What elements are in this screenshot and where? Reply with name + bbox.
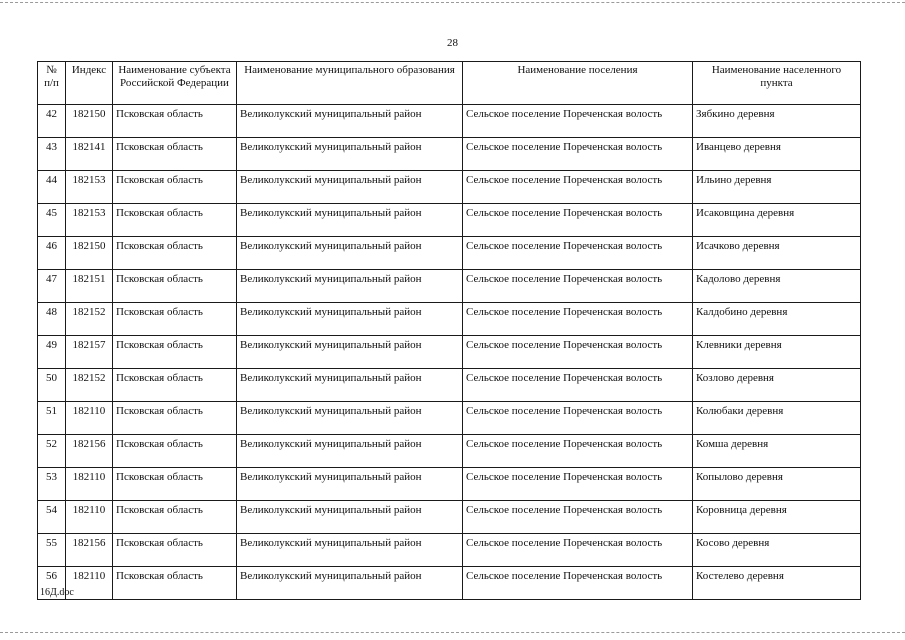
cell-municipality: Великолукский муниципальный район [237, 171, 463, 204]
scan-edge-top [0, 2, 905, 3]
cell-settlement: Сельское поселение Пореченская волость [463, 501, 693, 534]
cell-settlement: Сельское поселение Пореченская волость [463, 270, 693, 303]
cell-locality: Ильино деревня [693, 171, 861, 204]
cell-municipality: Великолукский муниципальный район [237, 303, 463, 336]
cell-subject: Псковская область [113, 138, 237, 171]
table-row [38, 501, 861, 534]
cell-locality: Коровница деревня [693, 501, 861, 534]
cell-subject: Псковская область [113, 402, 237, 435]
cell-locality: Исачково деревня [693, 237, 861, 270]
cell-municipality: Великолукский муниципальный район [237, 204, 463, 237]
cell-settlement: Сельское поселение Пореченская волость [463, 369, 693, 402]
cell-index: 182110 [66, 468, 113, 501]
cell-index: 182110 [66, 402, 113, 435]
table-row [38, 270, 861, 303]
cell-municipality: Великолукский муниципальный район [237, 138, 463, 171]
table-header-row [38, 62, 861, 105]
cell-number: 45 [38, 204, 66, 237]
cell-municipality: Великолукский муниципальный район [237, 468, 463, 501]
table-row [38, 138, 861, 171]
cell-municipality: Великолукский муниципальный район [237, 369, 463, 402]
cell-municipality: Великолукский муниципальный район [237, 270, 463, 303]
cell-settlement: Сельское поселение Пореченская волость [463, 171, 693, 204]
cell-index: 182156 [66, 534, 113, 567]
file-name-footer: 16Д.doc [40, 587, 74, 598]
cell-locality: Зябкино деревня [693, 105, 861, 138]
cell-index: 182152 [66, 369, 113, 402]
cell-locality: Клевники деревня [693, 336, 861, 369]
cell-index: 182153 [66, 171, 113, 204]
cell-settlement: Сельское поселение Пореченская волость [463, 435, 693, 468]
cell-subject: Псковская область [113, 369, 237, 402]
table-row [38, 468, 861, 501]
cell-number: 42 [38, 105, 66, 138]
cell-subject: Псковская область [113, 204, 237, 237]
cell-subject: Псковская область [113, 534, 237, 567]
cell-number: 54 [38, 501, 66, 534]
cell-subject: Псковская область [113, 567, 237, 600]
cell-locality: Колюбаки деревня [693, 402, 861, 435]
cell-number: 56 [38, 567, 66, 600]
cell-number: 55 [38, 534, 66, 567]
cell-settlement: Сельское поселение Пореченская волость [463, 402, 693, 435]
cell-settlement: Сельское поселение Пореченская волость [463, 567, 693, 600]
table-row [38, 402, 861, 435]
cell-settlement: Сельское поселение Пореченская волость [463, 468, 693, 501]
cell-settlement: Сельское поселение Пореченская волость [463, 204, 693, 237]
table-body [38, 105, 861, 600]
cell-locality: Калдобино деревня [693, 303, 861, 336]
cell-settlement: Сельское поселение Пореченская волость [463, 138, 693, 171]
cell-index: 182150 [66, 105, 113, 138]
cell-number: 43 [38, 138, 66, 171]
table-row [38, 567, 861, 600]
cell-municipality: Великолукский муниципальный район [237, 105, 463, 138]
table-row [38, 534, 861, 567]
table-row [38, 369, 861, 402]
cell-subject: Псковская область [113, 303, 237, 336]
cell-locality: Костелево деревня [693, 567, 861, 600]
header-settlement: Наименование поселения [463, 62, 693, 105]
cell-index: 182152 [66, 303, 113, 336]
cell-municipality: Великолукский муниципальный район [237, 501, 463, 534]
cell-municipality: Великолукский муниципальный район [237, 402, 463, 435]
table-row [38, 237, 861, 270]
cell-index: 182151 [66, 270, 113, 303]
cell-subject: Псковская область [113, 501, 237, 534]
cell-subject: Псковская область [113, 237, 237, 270]
cell-municipality: Великолукский муниципальный район [237, 534, 463, 567]
cell-locality: Козлово деревня [693, 369, 861, 402]
table-row [38, 336, 861, 369]
cell-settlement: Сельское поселение Пореченская волость [463, 105, 693, 138]
table-row [38, 204, 861, 237]
cell-municipality: Великолукский муниципальный район [237, 435, 463, 468]
cell-settlement: Сельское поселение Пореченская волость [463, 336, 693, 369]
cell-subject: Псковская область [113, 171, 237, 204]
scan-edge-bottom [0, 632, 905, 633]
cell-municipality: Великолукский муниципальный район [237, 567, 463, 600]
table-row [38, 171, 861, 204]
cell-number: 47 [38, 270, 66, 303]
cell-locality: Исаковщина деревня [693, 204, 861, 237]
cell-number: 51 [38, 402, 66, 435]
header-locality: Наименование населенного пункта [693, 62, 861, 105]
cell-number: 52 [38, 435, 66, 468]
cell-number: 44 [38, 171, 66, 204]
table-row [38, 303, 861, 336]
header-municipality: Наименование муниципального образования [237, 62, 463, 105]
header-subject: Наименование субъекта Российской Федерации [113, 62, 237, 105]
cell-municipality: Великолукский муниципальный район [237, 336, 463, 369]
cell-number: 46 [38, 237, 66, 270]
cell-subject: Псковская область [113, 105, 237, 138]
table-row [38, 105, 861, 138]
cell-number: 53 [38, 468, 66, 501]
cell-index: 182157 [66, 336, 113, 369]
cell-settlement: Сельское поселение Пореченская волость [463, 534, 693, 567]
table-row [38, 435, 861, 468]
cell-locality: Копылово деревня [693, 468, 861, 501]
cell-subject: Псковская область [113, 468, 237, 501]
cell-locality: Косово деревня [693, 534, 861, 567]
cell-index: 182141 [66, 138, 113, 171]
cell-number: 50 [38, 369, 66, 402]
cell-locality: Иванцево деревня [693, 138, 861, 171]
header-index: Индекс [66, 62, 113, 105]
cell-number: 49 [38, 336, 66, 369]
cell-number: 48 [38, 303, 66, 336]
header-number: № п/п [38, 62, 66, 105]
cell-locality: Комша деревня [693, 435, 861, 468]
cell-settlement: Сельское поселение Пореченская волость [463, 237, 693, 270]
cell-index: 182110 [66, 567, 113, 600]
cell-settlement: Сельское поселение Пореченская волость [463, 303, 693, 336]
settlements-table [37, 61, 861, 600]
cell-locality: Кадолово деревня [693, 270, 861, 303]
cell-index: 182150 [66, 237, 113, 270]
cell-subject: Псковская область [113, 435, 237, 468]
cell-index: 182153 [66, 204, 113, 237]
page-number: 28 [447, 37, 458, 49]
cell-subject: Псковская область [113, 270, 237, 303]
cell-subject: Псковская область [113, 336, 237, 369]
cell-municipality: Великолукский муниципальный район [237, 237, 463, 270]
cell-index: 182156 [66, 435, 113, 468]
cell-index: 182110 [66, 501, 113, 534]
